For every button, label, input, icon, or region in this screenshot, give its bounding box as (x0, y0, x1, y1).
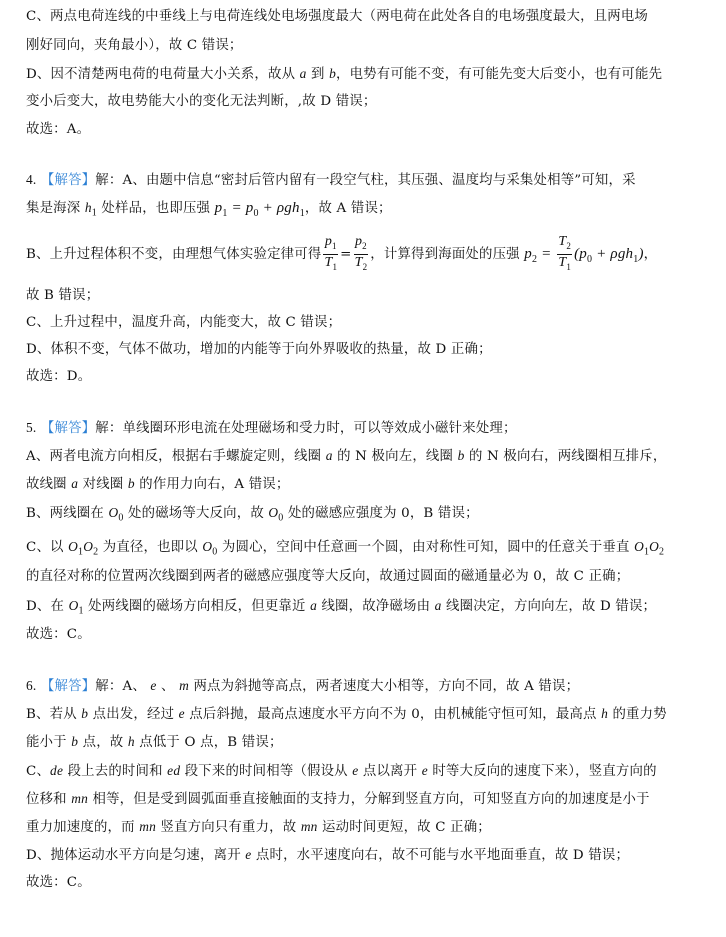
q3-answer: 故选：A。 (26, 122, 91, 137)
q3-option-d-line2: 变小后变大，故电势能大小的变化无法判断，,故 D 错误； (26, 94, 377, 109)
q6-option-a: 6. 【解答】解：A、 e 、 m 两点为斜抛等高点，两者速度大小相等，方向不同，故 A 错误； (26, 678, 580, 694)
q4-surface-pressure-formula: $p_2$ = (524, 245, 556, 265)
q6-option-c-line1: C、de 段上去的时间和 ed 段下来的时间相等（假设从 e 点以离开 e 时等大反向的速度下来），竖直方向的 (26, 763, 657, 779)
q6-option-b-line1: B、若从 b 点出发，经过 e 点后斜抛，最高点速度水平方向不为 0，由机械能守恒可知，最高点 h 的重力势 (26, 706, 667, 722)
q6-answer: 故选：C。 (26, 875, 91, 890)
q5-option-b: B、两线圈在 $O_0$ 处的磁场等大反向，故 $O_0$ 处的磁感应强度为 0，B 错误； (26, 505, 479, 524)
q6-answer-tag: 【解答】 (40, 679, 96, 694)
q4-option-b-line2: 故 B 错误； (26, 288, 100, 303)
q6-option-c-line2: 位移和 mn 相等，但是受到圆弧面垂直接触面的支持力，分解到竖直方向，可知竖直方向的加速度是小于 (26, 791, 650, 807)
q4-ratio-p2-t2: $\frac{p_2}{T_2}$ (354, 234, 368, 272)
q5-option-d: D、在 $O_1$ 处两线圈的磁场方向相反，但更靠近 a 线圈，故净磁场由 a 线圈决定，方向向左，故 D 错误； (26, 598, 657, 617)
q3-option-c-line2: 刚好同向，夹角最小），故 C 错误； (26, 38, 243, 53)
q5-answer: 故选：C。 (26, 627, 91, 642)
q4-answer-tag: 【解答】 (40, 173, 96, 188)
q5-option-c-line2: 的直径对称的位置两次线圈到两者的磁感应强度等大反向，故通过圆面的磁通量必为 0，故 C 正确； (26, 569, 630, 584)
q6-option-c-line3: 重力加速度的，而 mn 竖直方向只有重力，故 mn 运动时间更短，故 C 正确； (26, 819, 491, 835)
q4-option-d: D、体积不变，气体不做功，增加的内能等于向外界吸收的热量，故 D 正确； (26, 342, 492, 357)
q5-answer-tag: 【解答】 (40, 421, 96, 436)
q6-option-b-line2: 能小于 b 点，故 h 点低于 O 点，B 错误； (26, 734, 283, 750)
q5-option-a-line2: 故线圈 a 对线圈 b 的作用力向右，A 错误； (26, 476, 290, 492)
q6-option-d: D、抛体运动水平方向是匀速，离开 e 点时，水平速度向右，故不可能与水平地面垂直，故 D 错误； (26, 847, 630, 863)
q4-option-b-line1: B、上升过程体积不变，由理想气体实验定律可得 $\frac{p_1}{T_1}$ = $\frac{p_2}{T_2}$ ，计算得到海面处的压强 $p_2$ = $\frac{T_2}{T_1}$ $(p_0 + \rho gh_1)$， (26, 234, 706, 276)
q4-answer: 故选：D。 (26, 369, 92, 384)
q5-option-a-line1: A、两者电流方向相反，根据右手螺旋定则，线圈 a 的 N 极向左，线圈 b 的 N 极向右，两线圈相互排斥， (26, 448, 667, 464)
q3-option-c-line1: C、两点电荷连线的中垂线上与电荷连线处电场强度最大（两电荷在此处各自的电场强度最大，且两电场 (26, 9, 649, 24)
q4-option-a-line2: 集是海深 $h_1$ 处样品，也即压强 $p_1 = p_0 + \rho gh_1$，故 A 错误； (26, 200, 392, 219)
q5-option-c-line1: C、以 $O_1O_2$ 为直径，也即以 $O_0$ 为圆心，空间中任意画一个圆，由对称性可知，圆中的任意关于垂直 $O_1O_2$ (26, 539, 665, 558)
q3-option-d-line1: D、因不清楚两电荷的电荷量大小关系，故从 a 到 b，电势有可能不变，有可能先变大后变小，也有可能先 (26, 66, 663, 82)
q4-option-c: C、上升过程中，温度升高，内能变大，故 C 错误； (26, 315, 342, 330)
q4-option-a-line1: 4. 【解答】解：A、由题中信息“密封后管内留有一段空气柱，其压强、温度均与采集处相等”可知，采 (26, 172, 636, 188)
q4-ratio-p1-t1: $\frac{p_1}{T_1}$ (324, 234, 338, 272)
q5-intro: 5. 【解答】解：单线圈环形电流在处理磁场和受力时，可以等效成小磁针来处理； (26, 420, 517, 436)
q4-pressure-formula: $p_1 = p_0 + \rho gh_1$ (214, 200, 305, 219)
